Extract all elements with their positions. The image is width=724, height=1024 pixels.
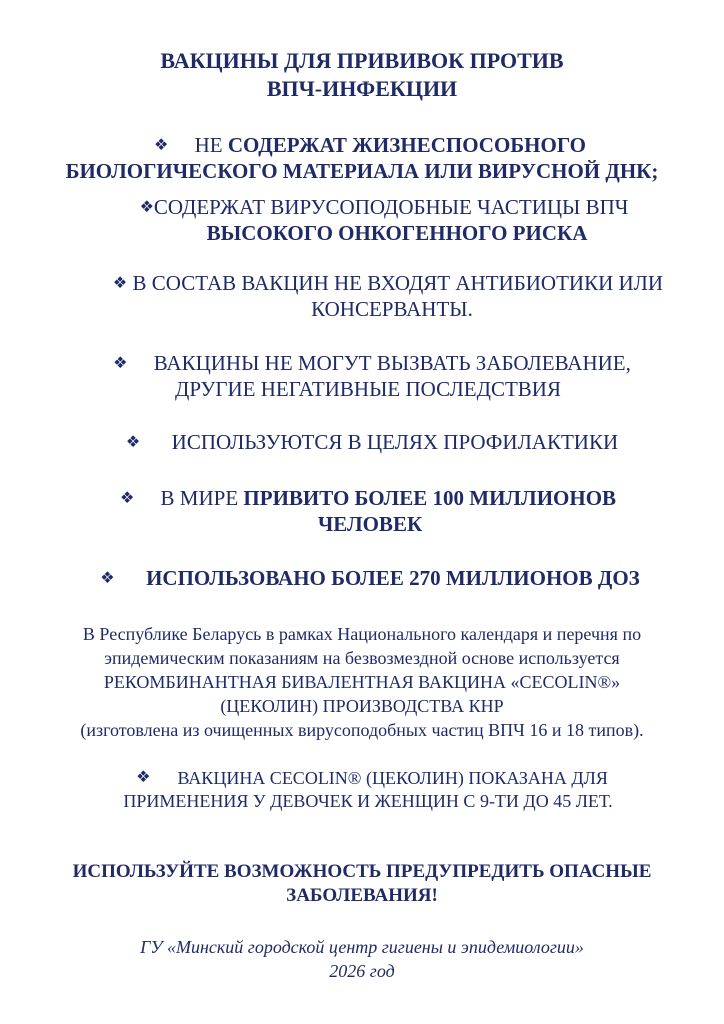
bullet-3-line-1 xyxy=(26,270,724,296)
bullet-6-line-2: ЧЕЛОВЕК xyxy=(317,512,423,536)
bullet-8-text: ВАКЦИНА CECOLIN® (ЦЕКОЛИН) ПОКАЗАНА ДЛЯ xyxy=(177,768,608,788)
footer-year: 2026 год xyxy=(329,961,395,981)
four-diamond-bullet-icon: ❖ xyxy=(125,432,141,451)
bullet-7-line-1 xyxy=(8,565,724,591)
title-line-1: ВАКЦИНЫ ДЛЯ ПРИВИВОК ПРОТИВ xyxy=(160,48,564,73)
bullet-4-text: ВАКЦИНЫ НЕ МОГУТ ВЫЗВАТЬ ЗАБОЛЕВАНИЕ, xyxy=(153,351,631,375)
four-diamond-bullet-icon: ❖ xyxy=(119,488,135,507)
title-line-2: ВПЧ-ИНФЕКЦИИ xyxy=(266,76,458,101)
bullet-4-line-1 xyxy=(10,350,724,376)
bullet-2-line-2: ВЫСОКОГО ОНКОГЕННОГО РИСКА xyxy=(206,221,588,245)
bullet-2-text: СОДЕРЖАТ ВИРУСОПОДОБНЫЕ ЧАСТИЦЫ ВПЧ xyxy=(153,195,629,219)
paragraph-line-4: (ЦЕКОЛИН) ПРОИЗВОДСТВА КНР xyxy=(220,696,504,716)
four-diamond-bullet-icon: ❖ xyxy=(136,767,151,786)
bullet-8-line-2: ПРИМЕНЕНИЯ У ДЕВОЧЕК И ЖЕНЩИН С 9-ТИ ДО 45 ЛЕТ. xyxy=(123,791,613,811)
bullet-6-line-1 xyxy=(6,485,724,511)
bullet-3-text: В СОСТАВ ВАКЦИН НЕ ВХОДЯТ АНТИБИОТИКИ ИЛИ xyxy=(132,271,664,295)
bullet-6-normal: В МИРЕ xyxy=(160,486,244,510)
bullet-1-line-1 xyxy=(8,132,724,158)
four-diamond-bullet-icon: ❖ xyxy=(153,135,169,154)
bullet-5-text: ИСПОЛЬЗУЮТСЯ В ЦЕЛЯХ ПРОФИЛАКТИКИ xyxy=(171,430,619,454)
bullet-6-bold-1: ПРИВИТО БОЛЕЕ 100 МИЛЛИОНОВ xyxy=(243,486,617,510)
footer-organization: ГУ «Минский городской центр гигиены и эпидемиологии» xyxy=(140,937,584,957)
four-diamond-bullet-icon: ❖ xyxy=(100,568,115,587)
bullet-2-line-1 xyxy=(22,194,724,220)
call-to-action-line-2: ЗАБОЛЕВАНИЯ! xyxy=(286,885,438,906)
bullet-4-line-2: ДРУГИЕ НЕГАТИВНЫЕ ПОСЛЕДСТВИЯ xyxy=(175,377,561,401)
bullet-8-line-1 xyxy=(10,765,724,790)
bullet-1-bold-1: СОДЕРЖАТ ЖИЗНЕСПОСОБНОГО xyxy=(227,133,587,157)
call-to-action-line-1: ИСПОЛЬЗУЙТЕ ВОЗМОЖНОСТЬ ПРЕДУПРЕДИТЬ ОПАСНЫЕ xyxy=(72,861,652,882)
four-diamond-bullet-icon: ❖ xyxy=(113,353,128,372)
bullet-1-line-2: БИОЛОГИЧЕСКОГО МАТЕРИАЛА ИЛИ ВИРУСНОЙ ДНК; xyxy=(65,159,659,183)
paragraph-line-1: В Республике Беларусь в рамках Национального календаря и перечня по xyxy=(82,624,642,644)
bullet-1-normal: НЕ xyxy=(194,133,228,157)
bullet-5-line-1 xyxy=(10,429,724,455)
paragraph-line-3: РЕКОМБИНАНТНАЯ БИВАЛЕНТНАЯ ВАКЦИНА «CECOLIN®» xyxy=(103,672,621,692)
bullet-7-bold: ИСПОЛЬЗОВАНО БОЛЕЕ 270 МИЛЛИОНОВ ДОЗ xyxy=(146,566,640,590)
paragraph-line-2: эпидемическим показаниям на безвозмездной основе используется xyxy=(104,648,620,668)
four-diamond-bullet-icon: ❖ xyxy=(112,273,128,292)
paragraph-line-5: (изготовлена из очищенных вирусоподобных частиц ВПЧ 16 и 18 типов). xyxy=(80,720,644,740)
four-diamond-bullet-icon: ❖ xyxy=(139,197,154,216)
bullet-3-line-2: КОНСЕРВАНТЫ. xyxy=(311,297,473,321)
